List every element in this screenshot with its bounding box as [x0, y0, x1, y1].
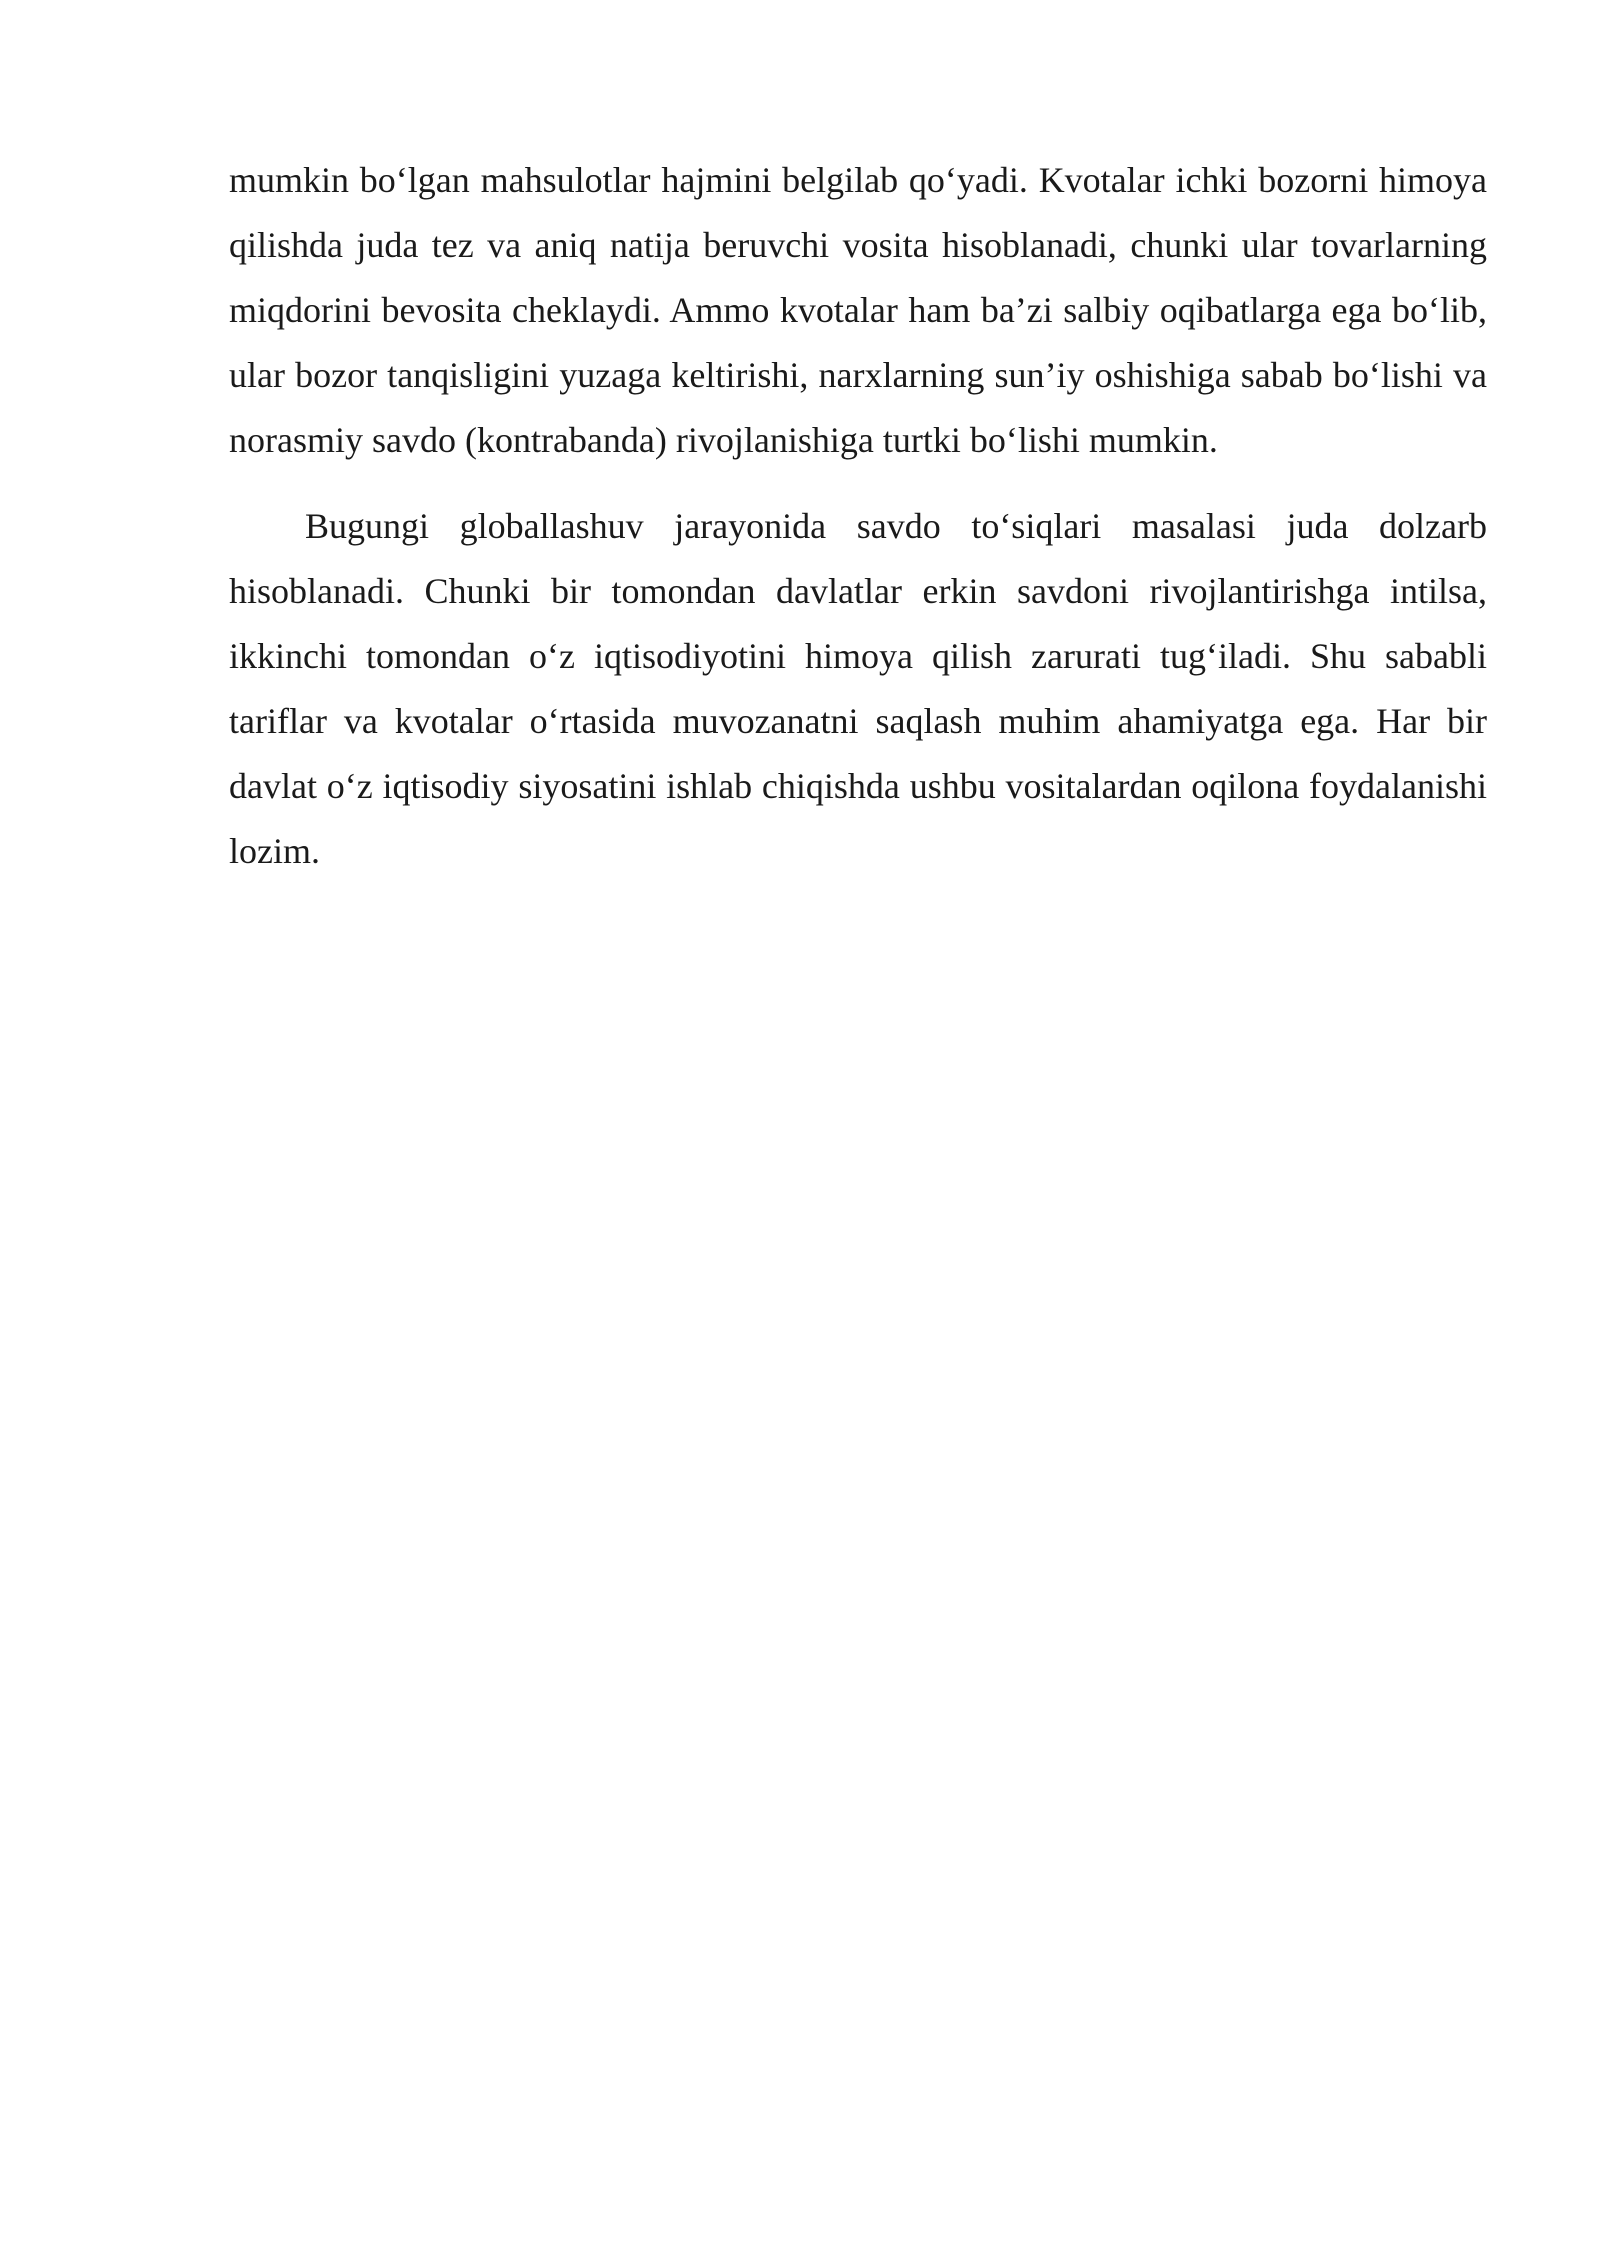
document-body: [229, 148, 1487, 884]
paragraph: Bugungi globallashuv jarayonida savdo to‘siqlari masalasi juda dolzarb hisoblanadi. Chunki bir tomondan davlatlar erkin savdoni rivojlantirishga intilsa, ikkinchi tomondan o‘z iqtisodiyotini himoya qilish zarurati tug‘iladi. Shu sababli tariflar va kvotalar o‘rtasida muvozanatni saqlash muhim ahamiyatga ega. Har bir davlat o‘z iqtisodiy siyosatini ishlab chiqishda ushbu vositalardan oqilona foydalanishi lozim.: [229, 506, 1487, 871]
paragraph-continued: mumkin bo‘lgan mahsulotlar hajmini belgilab qo‘yadi. Kvotalar ichki bozorni himoya qilishda juda tez va aniq natija beruvchi vosita hisoblanadi, chunki ular tovarlarning miqdorini bevosita cheklaydi. Ammo kvotalar ham ba’zi salbiy oqibatlarga ega bo‘lib, ular bozor tanqisligini yuzaga keltirishi, narxlarning sun’iy oshishiga sabab bo‘lishi va norasmiy savdo (kontrabanda) rivojlanishiga turtki bo‘lishi mumkin.: [229, 160, 1487, 460]
